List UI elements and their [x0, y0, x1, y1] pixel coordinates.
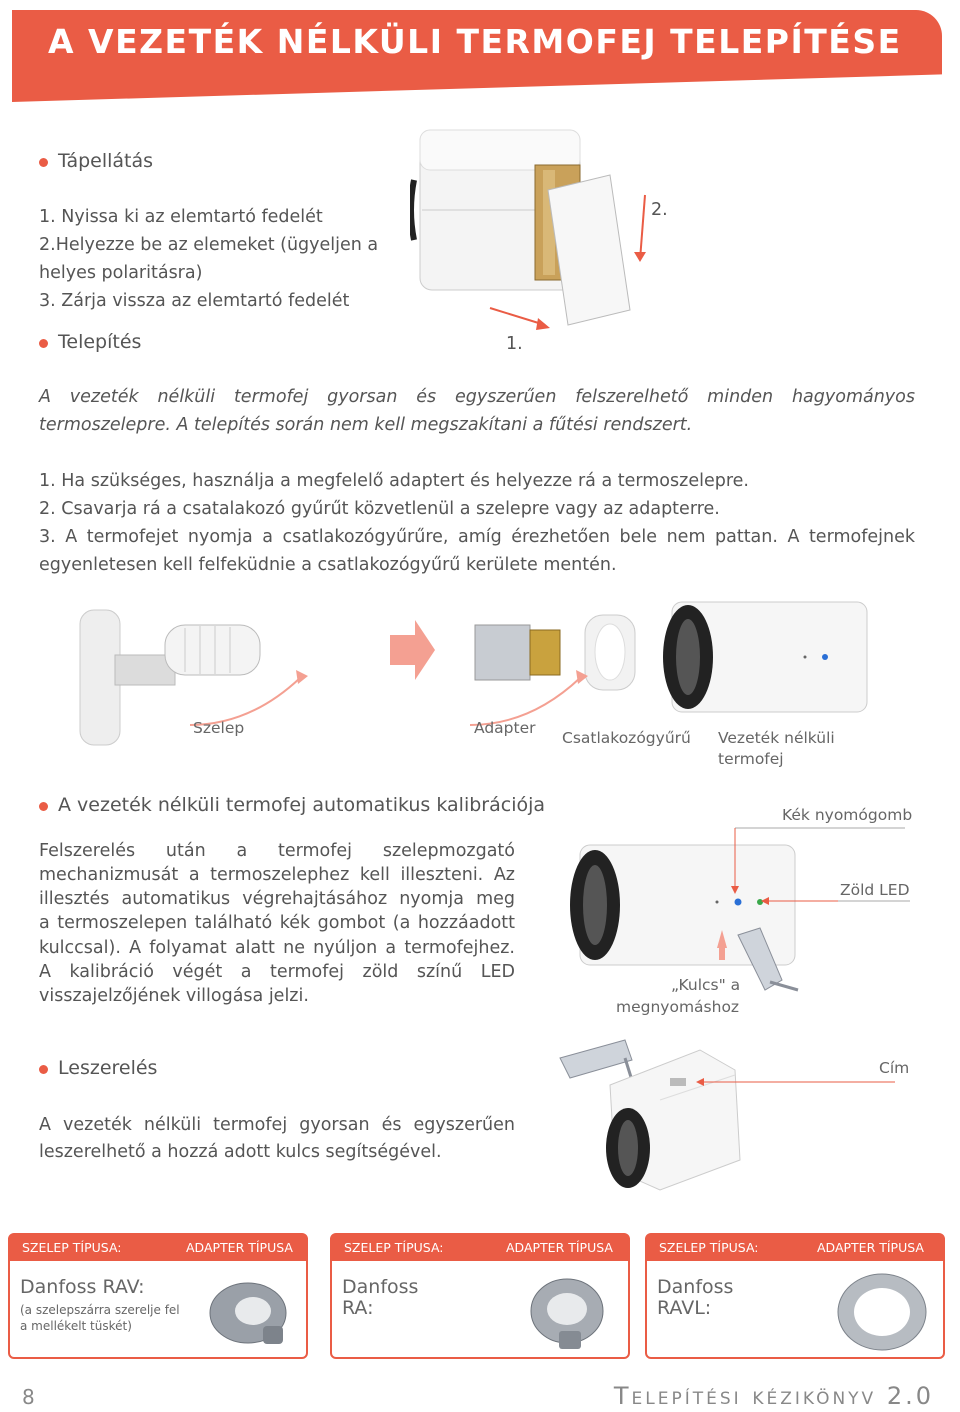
adapter-rav-image: [198, 1271, 298, 1355]
adapter-ravl-image: [827, 1269, 937, 1355]
calibration-line-1: Felszerelés után a termofej szelepmozgató: [39, 841, 515, 861]
valve-note: (a szelepszárra szerelje fel a mellékelt tüskét): [20, 1303, 180, 1333]
valve-name: Danfoss RA:: [342, 1276, 419, 1319]
removal-line-1: A vezeték nélküli termofej gyorsan és egyszerűen: [39, 1115, 515, 1135]
calibration-line-5: kulccsal). A folyamat alatt ne nyúljon a termofejhez.: [39, 938, 515, 958]
adapter-type-header: ADAPTER TÍPUSA: [817, 1240, 924, 1255]
label-adapter: Adapter: [474, 719, 536, 737]
power-step-2: 2.Helyezze be az elemeket (ügyeljen a: [39, 235, 379, 255]
calibration-line-3: illesztés automatikus végrehajtásához nyomja meg: [39, 889, 515, 909]
valve-type-header: SZELEP TÍPUSA:: [344, 1240, 444, 1255]
install-intro-line-1: A vezeték nélküli termofej gyorsan és egyszerűen felszerelhető minden hagyományos: [39, 387, 915, 407]
page-title: A VEZETÉK NÉLKÜLI TERMOFEJ TELEPÍTÉSE: [48, 22, 902, 61]
label-wireless-head-line-1: Vezeték nélküli: [718, 729, 835, 747]
label-wireless-head-line-2: termofej: [718, 750, 784, 768]
install-step-1: 1. Ha szükséges, használja a megfelelő adaptert és helyezze rá a termoszelepre.: [39, 471, 749, 491]
calibration-line-2: mechanizmusát a termoszelephez kell illeszteni. Az: [39, 865, 515, 885]
label-address: Cím: [879, 1059, 910, 1077]
adapter-card-ra: [330, 1233, 630, 1359]
power-step-1: 1. Nyissa ki az elemtartó fedelét: [39, 207, 323, 227]
valve-type-header: SZELEP TÍPUSA:: [659, 1240, 759, 1255]
install-heading: Telepítés: [58, 331, 142, 353]
page-number: 8: [22, 1385, 35, 1409]
label-blue-button: Kék nyomógomb: [782, 806, 913, 824]
calibration-heading: A vezeték nélküli termofej automatikus kalibrációja: [58, 794, 546, 816]
manual-title: Telepítési kézikönyv 2.0: [613, 1382, 934, 1410]
label-valve: Szelep: [193, 719, 245, 737]
label-key-line-2: megnyomáshoz: [616, 998, 740, 1016]
calibration-line-7: visszajelzőjének villogása jelzi.: [39, 986, 309, 1006]
adapter-card-header: [10, 1235, 306, 1261]
install-step-3-cont: egyenletesen kell felfeküdnie a csatlakozógyűrű kerülete mentén.: [39, 555, 617, 575]
adapter-type-header: ADAPTER TÍPUSA: [186, 1240, 293, 1255]
label-green-led: Zöld LED: [840, 881, 910, 899]
calibration-line-4: a termoszelepen található kék gombot (a hozzáadott: [39, 913, 515, 933]
power-step-3: 3. Zárja vissza az elemtartó fedelét: [39, 291, 350, 311]
adapter-card-header: [332, 1235, 628, 1261]
valve-name: Danfoss RAVL:: [657, 1276, 734, 1319]
adapter-card-header: [647, 1235, 943, 1261]
removal-heading: Leszerelés: [58, 1057, 158, 1079]
label-connector-ring: Csatlakozógyűrű: [562, 729, 691, 747]
removal-line-2: leszerelhető a hozzá adott kulcs segítségével.: [39, 1142, 442, 1162]
figure-step-2-label: 2.: [651, 200, 668, 220]
adapter-card-rav: [8, 1233, 308, 1359]
label-key-line-1: „Kulcs" a: [671, 976, 741, 994]
adapter-type-header: ADAPTER TÍPUSA: [506, 1240, 613, 1255]
battery-compartment-figure: [410, 120, 680, 360]
adapter-card-ravl: [645, 1233, 945, 1359]
calibration-line-6: A kalibráció végét a termofej zöld színű LED: [39, 962, 515, 982]
install-step-2: 2. Csavarja rá a csatalakozó gyűrűt közvetlenül a szelepre vagy az adapterre.: [39, 499, 720, 519]
valve-name: Danfoss RAV:: [20, 1276, 145, 1298]
power-step-2-cont: helyes polaritásra): [39, 263, 203, 283]
install-intro-line-2: termoszelepre. A telepítés során nem kell megszakítani a fűtési rendszert.: [39, 415, 693, 435]
adapter-ra-image: [517, 1271, 617, 1355]
removal-figure: [550, 1030, 910, 1215]
figure-step-1-label: 1.: [506, 334, 523, 354]
power-heading: Tápellátás: [58, 150, 154, 172]
valve-type-header: SZELEP TÍPUSA:: [22, 1240, 122, 1255]
install-step-3: 3. A termofejet nyomja a csatlakozógyűrűre, amíg érezhetően bele nem pattan. A termofejnek: [39, 527, 915, 547]
